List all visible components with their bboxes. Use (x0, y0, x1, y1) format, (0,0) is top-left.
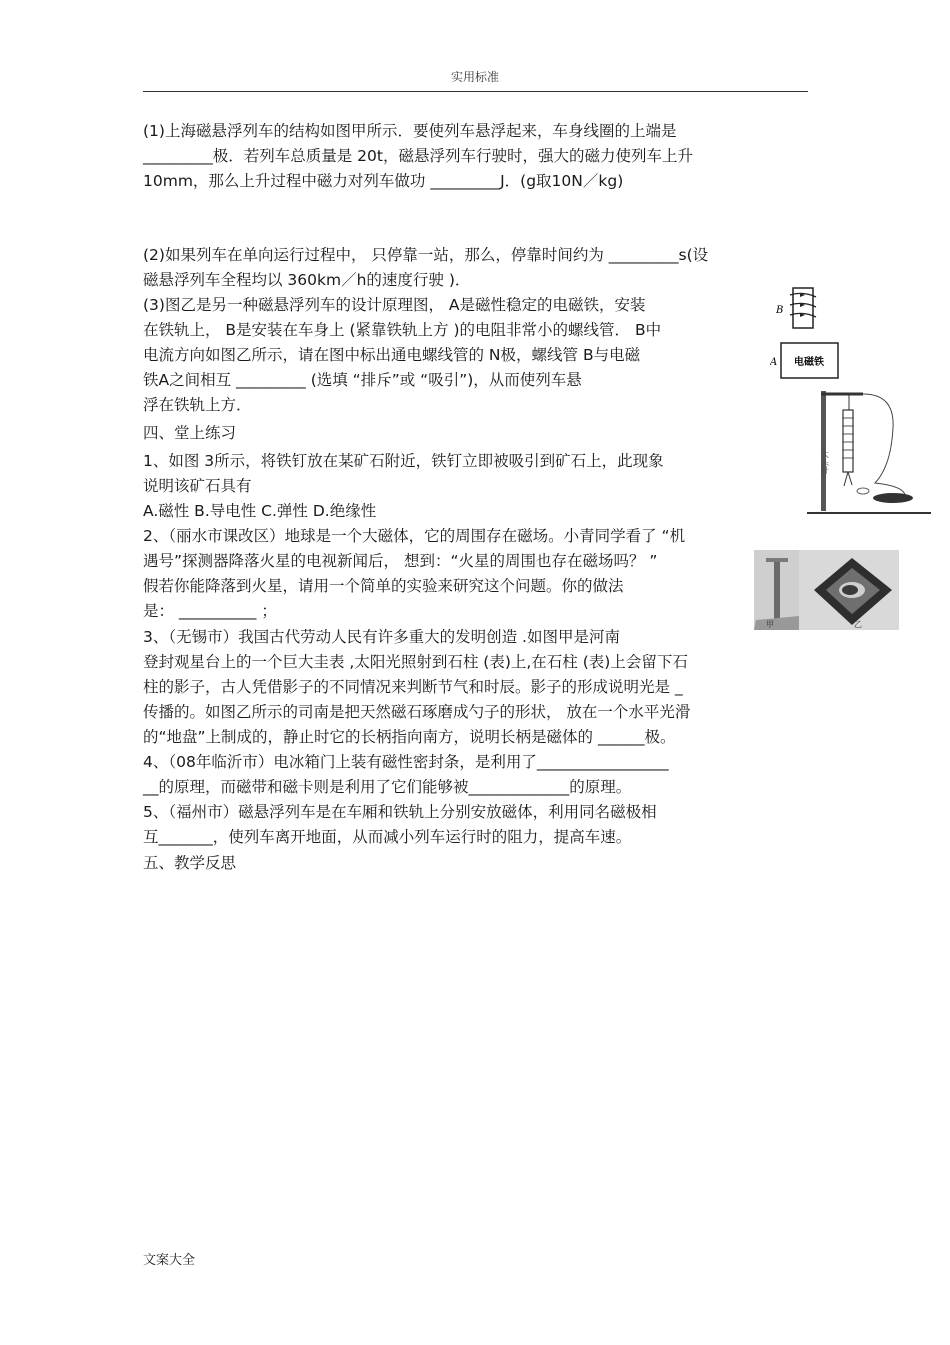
text-line: 4、（08年临沂市）电冰箱门上装有磁性密封条，是利用了_________________ (143, 753, 669, 771)
choice-options: A.磁性 B.导电性 C.弹性 D.绝缘性 (143, 502, 377, 520)
electromagnet-label: 电磁铁 (794, 357, 824, 368)
text-line: 遇号”探测器降落火星的电视新闻后， 想到：“火星的周围也存在磁场吗？ ” (143, 552, 658, 570)
text-line: 的“地盘”上制成的，静止时它的长柄指向南方，说明长柄是磁体的 ______极。 (143, 728, 676, 746)
text-line: 1、如图 3所示，将铁钉放在某矿石附近，铁钉立即被吸引到矿石上，此现象 (143, 452, 664, 470)
page-header: 实用标准 (450, 70, 499, 84)
text-line: 10mm，那么上升过程中磁力对列车做功 _________J．(g取10N／kg) (143, 172, 624, 190)
text-line: 2、（丽水市课改区）地球是一个大磁体，它的周围存在磁场。小青同学看了 “机 (143, 527, 686, 545)
section-heading: 四、堂上练习 (143, 424, 237, 442)
text-line: (2)如果列车在单向运行过程中， 只停靠一站，那么，停靠时间约为 _________s(设 (143, 246, 709, 264)
label-b: B (776, 305, 784, 316)
photo-label-yi: 乙 (854, 620, 862, 629)
text-line: (3)图乙是另一种磁悬浮列车的设计原理图， A是磁性稳定的电磁铁，安装 (143, 296, 646, 314)
text-line: 在铁轨上， B是安装在车身上 (紧靠铁轨上方 )的电阻非常小的螺线管． B中 (143, 321, 662, 339)
text-line: 柱的影子，古人凭借影子的不同情况来判断节气和时辰。影子的形成说明光是 _ (143, 678, 683, 696)
text-line: 说明该矿石具有 (143, 477, 252, 495)
text-line: (1)上海磁悬浮列车的结构如图甲所示．要使列车悬浮起来，车身线圈的上端是 (143, 122, 677, 140)
text-line: 电流方向如图乙所示，请在图中标出通电螺线管的 N极，螺线管 B与电磁 (143, 346, 641, 364)
page-footer: 文案大全 (143, 1253, 196, 1268)
pins-label: 大头针 (820, 450, 830, 474)
text-line: 磁悬浮列车全程均以 360km／h的速度行驶 )． (143, 271, 471, 289)
stand-figure (803, 388, 938, 518)
text-line: _________极．若列车总质量是 20t，磁悬浮列车行驶时，强大的磁力使列车上升 (143, 147, 693, 165)
header-rule (143, 91, 808, 92)
text-line: 登封观星台上的一个巨大圭表 ,太阳光照射到石柱 (表)上,在石柱 (表)上会留下石 (143, 653, 688, 671)
text-line: 传播的。如图乙所示的司南是把天然磁石琢磨成勺子的形状， 放在一个水平光滑 (143, 703, 691, 721)
text-line: 浮在铁轨上方． (143, 396, 252, 414)
section-heading: 五、教学反思 (143, 854, 237, 872)
gnomon-sinan-photo (754, 550, 899, 630)
text-line: __的原理，而磁带和磁卡则是利用了它们能够被_____________的原理。 (143, 778, 632, 796)
text-line: 5、（福州市）磁悬浮列车是在车厢和铁轨上分别安放磁体，利用同名磁极相 (143, 803, 657, 821)
text-line: 互_______，使列车离开地面，从而减小列车运行时的阻力，提高车速。 (143, 828, 632, 846)
label-a: A (770, 357, 778, 368)
text-line: 假若你能降落到火星，请用一个简单的实验来研究这个问题。你的做法 (143, 577, 624, 595)
photo-label-jia: 甲 (766, 620, 774, 629)
solenoid-figure (770, 283, 845, 383)
text-line: 是： __________ ； (143, 602, 277, 620)
text-line: 3、（无锡市）我国古代劳动人民有许多重大的发明创造 .如图甲是河南 (143, 628, 620, 646)
text-line: 铁A之间相互 _________ (选填 “排斥”或 “吸引”)，从而使列车悬 (143, 371, 582, 389)
